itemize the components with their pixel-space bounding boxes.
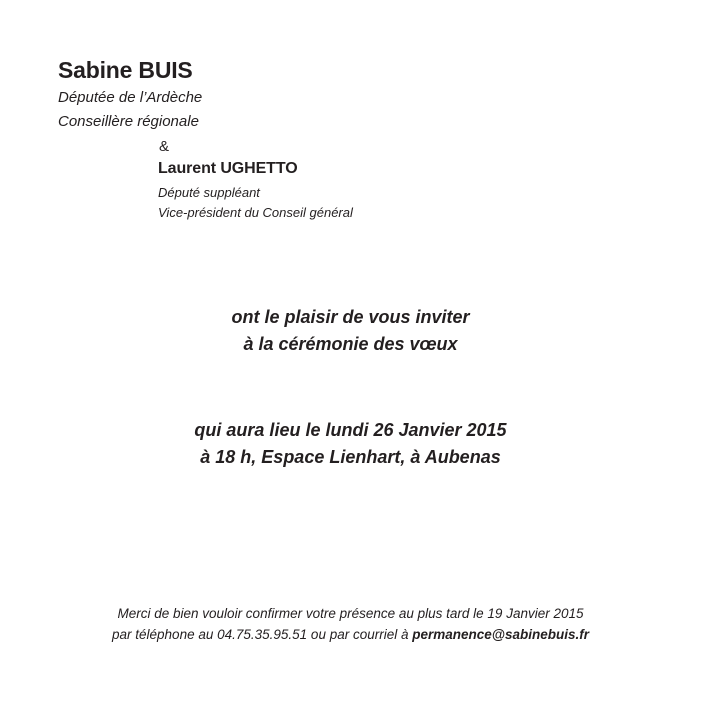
rsvp-email: permanence@sabinebuis.fr bbox=[412, 627, 589, 642]
primary-sender-name: Sabine BUIS bbox=[58, 57, 193, 83]
invitation-text bbox=[0, 304, 701, 358]
event-details bbox=[0, 417, 701, 471]
invitation-line: à la cérémonie des vœux bbox=[243, 334, 458, 354]
event-date-line: qui aura lieu le lundi 26 Janvier 2015 bbox=[194, 420, 507, 440]
rsvp-note bbox=[0, 603, 701, 645]
secondary-sender-name: Laurent UGHETTO bbox=[158, 160, 298, 177]
rsvp-line-1: Merci de bien vouloir confirmer votre présence au plus tard le 19 Janvier 2015 bbox=[117, 606, 584, 621]
ampersand: & bbox=[159, 138, 170, 155]
secondary-sender-role-vice-president: Vice-président du Conseil général bbox=[158, 205, 353, 220]
primary-sender-role-councillor: Conseillère régionale bbox=[58, 113, 199, 130]
rsvp-line-2 bbox=[0, 624, 701, 645]
primary-sender-role-deputy: Députée de l’Ardèche bbox=[58, 89, 203, 106]
event-location-line: à 18 h, Espace Lienhart, à Aubenas bbox=[200, 447, 501, 467]
secondary-sender-role-substitute: Député suppléant bbox=[158, 185, 260, 200]
invitation-line: ont le plaisir de vous inviter bbox=[231, 307, 470, 327]
rsvp-contact-text: par téléphone au 04.75.35.95.51 ou par courriel à bbox=[112, 627, 413, 642]
